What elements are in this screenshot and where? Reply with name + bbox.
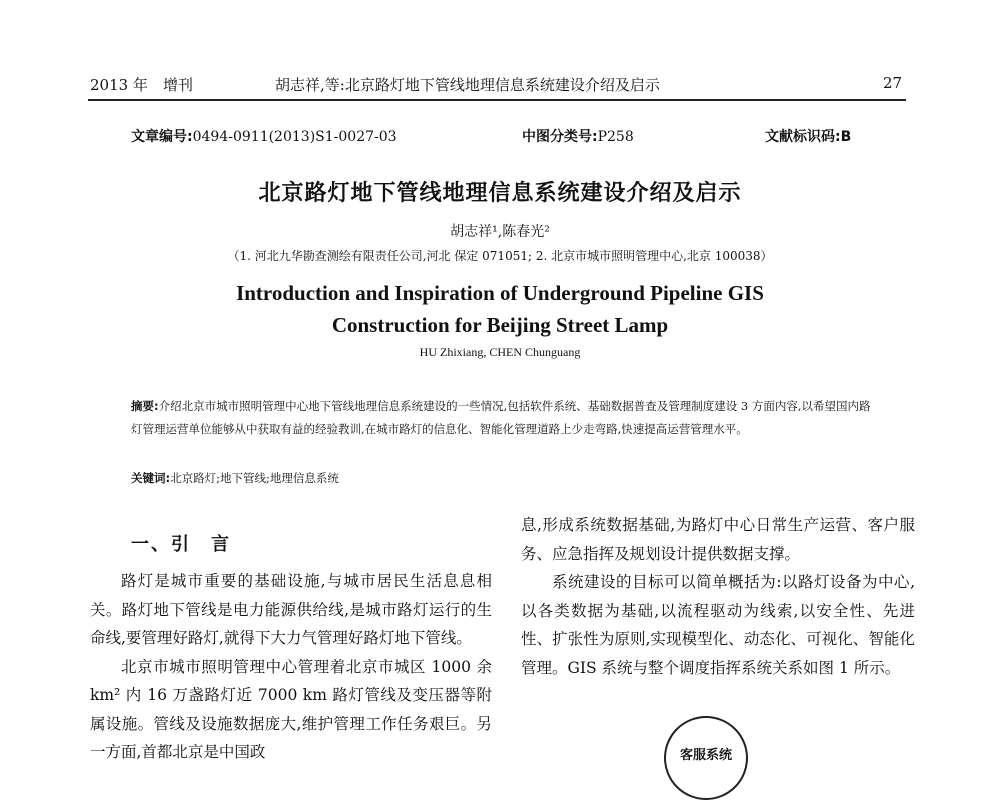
title-english-line1: Introduction and Inspiration of Underground Pipeline GIS (236, 281, 764, 305)
document-code-value: B (840, 129, 852, 145)
clc-value: P258 (597, 129, 634, 145)
authors-chinese: 胡志祥¹,陈春光² (450, 224, 550, 240)
right-paragraph-2: 系统建设的目标可以简单概括为:以路灯设备为中心,以各类数据为基础,以流程驱动为线索,以安全性、先进性、扩张性为原则,实现模型化、动态化、可视化、智能化管理。GIS 系统与整个调度指挥系统关系如图 1 所示。 (521, 573, 915, 677)
article-number (131, 126, 397, 146)
left-column (90, 567, 492, 767)
keywords-label: 关键词: (131, 471, 171, 485)
article-number-value: 0494-0911(2013)S1-0027-03 (192, 129, 397, 145)
keywords (131, 470, 339, 486)
title-english-line2: Construction for Beijing Street Lamp (331, 313, 669, 337)
header-page-number: 27 (883, 74, 903, 92)
article-number-label: 文章编号: (131, 129, 193, 145)
abstract-text: 介绍北京市城市照明管理中心地下管线地理信息系统建设的一些情况,包括软件系统、基础数据普查及管理制度建设 3 方面内容,以希望国内路灯管理运营单位能够从中获取有益的经验教训,在城市路灯的信息化、智能化管理道路上少走弯路,快速提高运营管理水平。 (131, 399, 871, 436)
affiliations: （1. 河北九华勘查测绘有限责任公司,河北 保定 071051; 2. 北京市城市照明管理中心,北京 100038） (227, 249, 773, 263)
section-heading-introduction: 一、引 言 (131, 534, 231, 555)
document-code (765, 126, 851, 146)
left-paragraph-2: 北京市城市照明管理中心管理着北京市城区 1000 余 km² 内 16 万盏路灯近 7000 km 路灯管线及变压器等附属设施。管线及设施数据庞大,维护管理工作任务艰巨。另一方面,首都北京是中国政 (90, 657, 492, 761)
figure-node-label: 客服系统 (679, 748, 732, 763)
document-code-label: 文献标识码: (765, 129, 841, 145)
header-rule (88, 99, 906, 101)
abstract-label: 摘要: (131, 399, 159, 413)
header-running-title: 胡志祥,等:北京路灯地下管线地理信息系统建设介绍及启示 (275, 76, 660, 94)
keywords-text: 北京路灯;地下管线;地理信息系统 (170, 471, 339, 485)
abstract (131, 395, 873, 441)
left-paragraph-1: 路灯是城市重要的基础设施,与城市居民生活息息相关。路灯地下管线是电力能源供给线,是城市路灯运行的生命线,要管理好路灯,就得下大力气管理好路灯地下管线。 (90, 572, 492, 647)
figure-node-customer-service (664, 716, 748, 800)
header-year-issue: 2013 年 增刊 (90, 76, 193, 94)
right-column (521, 511, 915, 682)
title-chinese: 北京路灯地下管线地理信息系统建设介绍及启示 (258, 181, 742, 206)
authors-english: HU Zhixiang, CHEN Chunguang (419, 345, 581, 359)
clc-number (522, 126, 634, 146)
clc-label: 中图分类号: (522, 129, 598, 145)
right-paragraph-1: 息,形成系统数据基础,为路灯中心日常生产运营、客户服务、应急指挥及规划设计提供数据支撑。 (521, 516, 915, 563)
